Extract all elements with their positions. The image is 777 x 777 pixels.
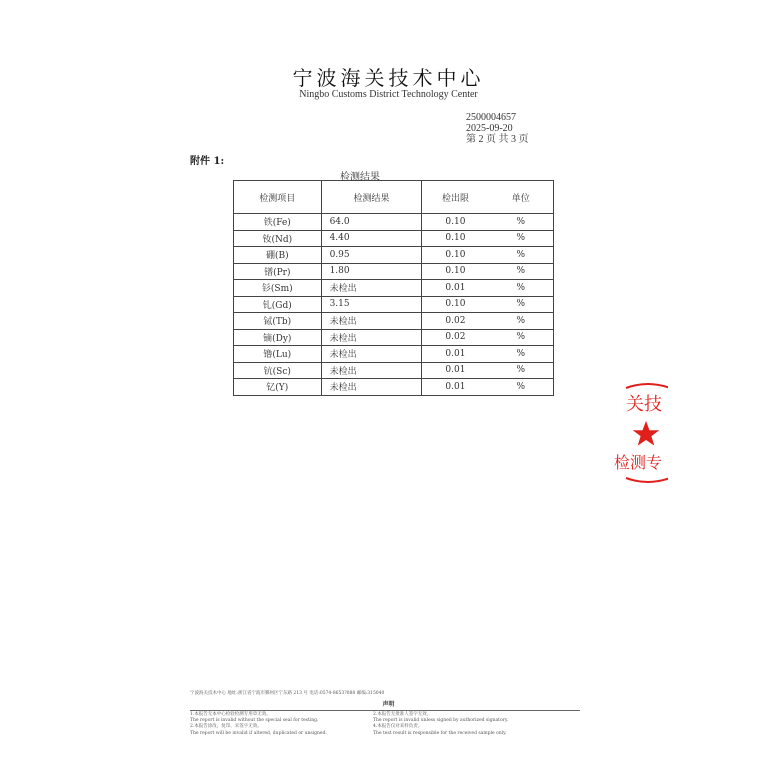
footer-notes-left: [190, 712, 327, 737]
table-row: [234, 280, 554, 297]
note-line: 2.本报告无批准人签字无效。: [373, 712, 432, 717]
table-row: [234, 214, 554, 231]
page-info: 第 2 页 共 3 页: [466, 134, 529, 145]
cell-result: 4.40: [321, 230, 422, 247]
cell-item: 镥(Lu): [234, 346, 322, 363]
organization-name-english: Ningbo Customs District Technology Center: [299, 89, 478, 100]
header-result: 检测结果: [321, 181, 422, 214]
cell-limit: 0.01: [422, 379, 489, 396]
cell-item: 铁(Fe): [234, 214, 322, 231]
cell-limit: 0.10: [422, 230, 489, 247]
cell-item: 钇(Y): [234, 379, 322, 396]
cell-unit: %: [489, 296, 554, 313]
table-caption: 检测结果: [340, 172, 380, 183]
star-icon: [633, 421, 660, 446]
report-number: 2500004657: [466, 112, 516, 123]
table-row: [234, 263, 554, 280]
note-line: The report will be invalid if altered, duplicated or unsigned.: [190, 730, 327, 736]
note-line: The test result is responsible for the received sample only.: [373, 730, 507, 736]
cell-unit: %: [489, 313, 554, 330]
cell-result: 未检出: [321, 313, 422, 330]
table-row: [234, 379, 554, 396]
seal-text-bottom: 检测专: [614, 453, 663, 472]
cell-limit: 0.10: [422, 296, 489, 313]
cell-limit: 0.01: [422, 346, 489, 363]
cell-unit: %: [489, 346, 554, 363]
note-line: The report is invalid unless signed by authorized signatory.: [373, 718, 509, 724]
note-line: The report is invalid without the special seal for testing.: [190, 718, 319, 724]
seal-text-top: 关技: [626, 394, 662, 415]
table-row: [234, 296, 554, 313]
table-header-row: [234, 181, 554, 214]
note-line: 2.本报告涂改、复印、未签字无效。: [190, 724, 262, 730]
cell-limit: 0.01: [422, 280, 489, 297]
header-unit: 单位: [489, 181, 554, 214]
results-table: [233, 180, 554, 396]
cell-unit: %: [489, 214, 554, 231]
seal-arc-bottom: [626, 478, 668, 482]
header-item: 检测项目: [234, 181, 322, 214]
official-seal: [608, 378, 668, 488]
cell-item: 镝(Dy): [234, 329, 322, 346]
attachment-label: 附件 1:: [190, 156, 225, 167]
footer-divider: [190, 710, 580, 711]
cell-limit: 0.02: [422, 329, 489, 346]
cell-item: 钪(Sc): [234, 362, 322, 379]
cell-item: 钆(Gd): [234, 296, 322, 313]
table-row: [234, 346, 554, 363]
cell-unit: %: [489, 230, 554, 247]
cell-result: 3.15: [321, 296, 422, 313]
cell-result: 未检出: [321, 379, 422, 396]
cell-unit: %: [489, 329, 554, 346]
table-row: [234, 247, 554, 264]
seal-arc-top: [626, 384, 668, 388]
cell-unit: %: [489, 379, 554, 396]
cell-item: 镨(Pr): [234, 263, 322, 280]
note-line: 1.本报告无本中心检验检测专用章无效。: [190, 712, 271, 717]
report-date: 2025-09-20: [466, 123, 513, 134]
cell-result: 未检出: [321, 346, 422, 363]
footer-heading: 声明: [382, 701, 395, 708]
cell-result: 1.80: [321, 263, 422, 280]
cell-limit: 0.10: [422, 263, 489, 280]
header-limit: 检出限: [422, 181, 489, 214]
cell-result: 未检出: [321, 362, 422, 379]
table-row: [234, 362, 554, 379]
cell-item: 铽(Tb): [234, 313, 322, 330]
seal-graphic: [608, 378, 668, 488]
cell-limit: 0.10: [422, 247, 489, 264]
footer-notes-right: [373, 712, 508, 737]
table-row: [234, 313, 554, 330]
cell-limit: 0.02: [422, 313, 489, 330]
table-row: [234, 230, 554, 247]
cell-result: 64.0: [321, 214, 422, 231]
cell-item: 硼(B): [234, 247, 322, 264]
cell-item: 钕(Nd): [234, 230, 322, 247]
footer-address: 宁波海关技术中心 地址:浙江省宁波市鄞州区宁东路 213 号 电话:0574-8653?088 邮编:315040: [190, 691, 385, 696]
cell-unit: %: [489, 263, 554, 280]
cell-unit: %: [489, 280, 554, 297]
cell-unit: %: [489, 362, 554, 379]
note-line: 4.本报告仅对来样负责。: [373, 724, 423, 730]
cell-limit: 0.01: [422, 362, 489, 379]
report-meta: [466, 112, 529, 145]
cell-limit: 0.10: [422, 214, 489, 231]
cell-unit: %: [489, 247, 554, 264]
cell-result: 未检出: [321, 329, 422, 346]
cell-result: 未检出: [321, 280, 422, 297]
table-row: [234, 329, 554, 346]
cell-item: 钐(Sm): [234, 280, 322, 297]
organization-name: 宁波海关技术中心: [292, 66, 485, 90]
cell-result: 0.95: [321, 247, 422, 264]
